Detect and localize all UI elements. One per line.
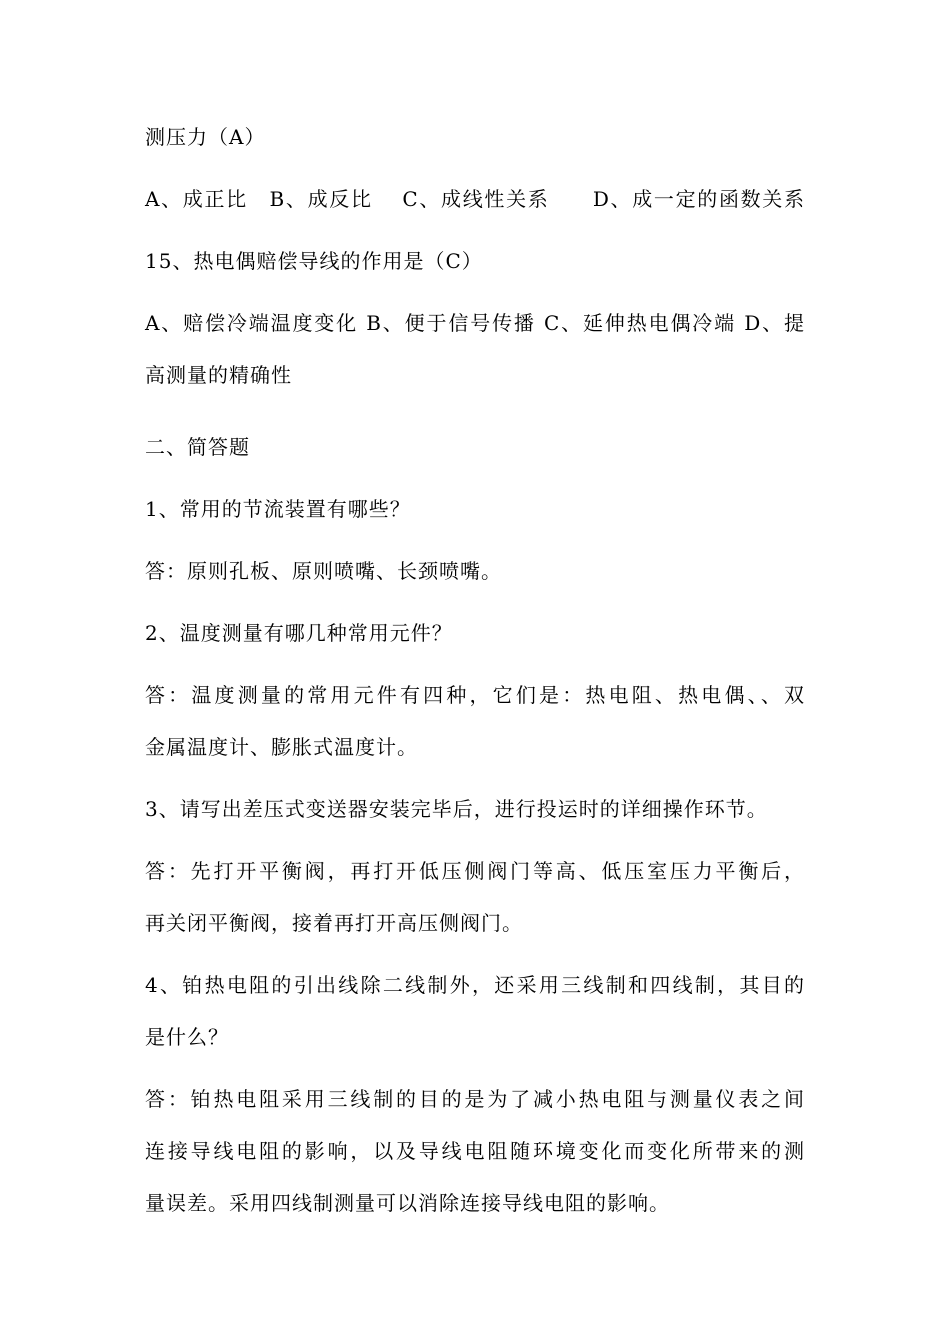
short-answer-4-line-1: 答：铂热电阻采用三线制的目的是为了减小热电阻与测量仪表之间 xyxy=(145,1087,805,1111)
short-question-2: 2、温度测量有哪几种常用元件？ xyxy=(145,621,453,645)
short-answer-4-line-2: 连接导线电阻的影响，以及导线电阻随环境变化而变化所带来的测 xyxy=(145,1139,805,1163)
question-15-options-line-2: 高测量的精确性 xyxy=(145,363,292,387)
short-question-3: 3、请写出差压式变送器安装完毕后，进行投运时的详细操作环节。 xyxy=(145,797,768,821)
short-answer-3-line-2: 再关闭平衡阀，接着再打开高压侧阀门。 xyxy=(145,911,523,935)
question-15-options-line-1: A、赔偿冷端温度变化 B、便于信号传播 C、延伸热电偶冷端 D、提 xyxy=(145,311,805,335)
question-15: 15、热电偶赔偿导线的作用是（C） xyxy=(145,249,483,273)
short-question-4-line-1: 4、铂热电阻的引出线除二线制外，还采用三线制和四线制，其目的 xyxy=(145,973,805,997)
section-heading: 二、简答题 xyxy=(145,435,250,459)
question-14-continuation: 测压力（A） xyxy=(145,125,266,149)
short-question-1: 1、常用的节流装置有哪些？ xyxy=(145,497,411,521)
question-14-options: A、成正比 B、成反比 C、成线性关系 D、成一定的函数关系 xyxy=(145,187,805,211)
short-question-4-line-2: 是什么？ xyxy=(145,1025,229,1049)
short-answer-2-line-1: 答：温度测量的常用元件有四种，它们是：热电阻、热电偶、、双 xyxy=(145,683,805,707)
short-answer-4-line-3: 量误差。采用四线制测量可以消除连接导线电阻的影响。 xyxy=(145,1191,670,1215)
short-answer-2-line-2: 金属温度计、膨胀式温度计。 xyxy=(145,735,418,759)
short-answer-1: 答：原则孔板、原则喷嘴、长颈喷嘴。 xyxy=(145,559,502,583)
short-answer-3-line-1: 答：先打开平衡阀，再打开低压侧阀门等高、低压室压力平衡后， xyxy=(145,859,805,883)
